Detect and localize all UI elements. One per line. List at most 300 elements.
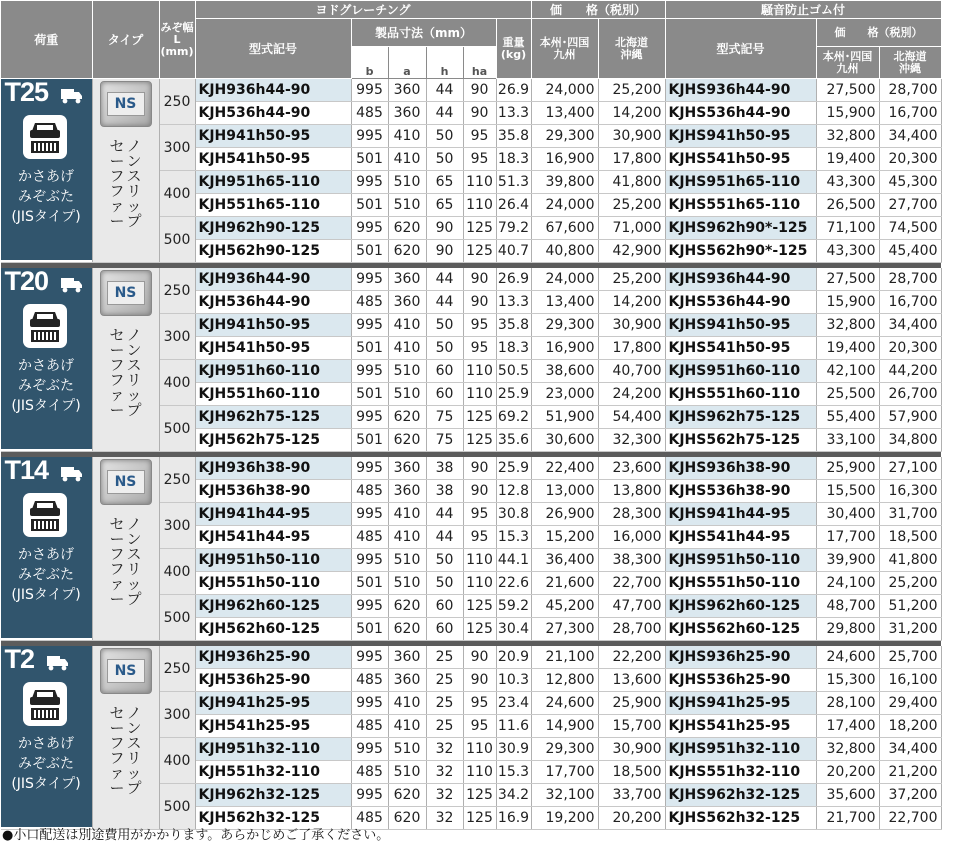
price-hokkaido: 17,800 bbox=[598, 148, 665, 171]
width-cell: 300 bbox=[159, 314, 195, 360]
noise-price-hokkaido: 45,300 bbox=[879, 171, 941, 194]
price-mainland: 17,700 bbox=[531, 761, 598, 784]
nonslip-icon bbox=[100, 648, 152, 694]
price-mainland: 67,600 bbox=[531, 217, 598, 240]
price-hokkaido: 24,200 bbox=[598, 383, 665, 406]
price-hokkaido: 17,800 bbox=[598, 337, 665, 360]
dim-a: 510 bbox=[388, 383, 426, 406]
load-description-line: (JISタイプ) bbox=[11, 398, 81, 414]
dim-ha: 110 bbox=[463, 761, 496, 784]
noise-price-hokkaido: 34,400 bbox=[879, 738, 941, 761]
price-hokkaido: 14,200 bbox=[598, 102, 665, 125]
model-code: KJH951h50-110 bbox=[195, 549, 351, 572]
noise-model-code: KJHS936h38-90 bbox=[665, 457, 816, 480]
model-code: KJH541h25-95 bbox=[195, 715, 351, 738]
price-hokkaido: 71,000 bbox=[598, 217, 665, 240]
load-class: T14 bbox=[4, 457, 49, 485]
dim-b: 501 bbox=[351, 148, 388, 171]
table-row bbox=[1, 79, 942, 102]
load-description-line: (JISタイプ) bbox=[11, 209, 81, 225]
load-description-line: みぞぶた bbox=[18, 756, 74, 772]
model-code: KJH562h32-125 bbox=[195, 807, 351, 830]
dim-a: 410 bbox=[388, 692, 426, 715]
noise-price-mainland: 19,400 bbox=[816, 148, 879, 171]
noise-model-code: KJHS541h50-95 bbox=[665, 337, 816, 360]
noise-price-hokkaido: 20,300 bbox=[879, 337, 941, 360]
dim-h: 90 bbox=[426, 240, 463, 263]
price-hokkaido: 25,900 bbox=[598, 692, 665, 715]
price-hokkaido: 42,900 bbox=[598, 240, 665, 263]
noise-model-code: KJHS562h60-125 bbox=[665, 618, 816, 641]
dim-a: 410 bbox=[388, 526, 426, 549]
dim-ha: 110 bbox=[463, 194, 496, 217]
noise-model-code: KJHS936h44-90 bbox=[665, 79, 816, 102]
load-description-line: かさあげ bbox=[18, 547, 74, 563]
dim-b: 995 bbox=[351, 217, 388, 240]
price-mainland: 39,800 bbox=[531, 171, 598, 194]
dim-a: 360 bbox=[388, 102, 426, 125]
noise-model-code: KJHS941h44-95 bbox=[665, 503, 816, 526]
dim-ha: 95 bbox=[463, 337, 496, 360]
price-hokkaido: 30,900 bbox=[598, 738, 665, 761]
price-mainland: 26,900 bbox=[531, 503, 598, 526]
dim-kg: 35.6 bbox=[496, 429, 531, 452]
noise-price-mainland: 15,900 bbox=[816, 102, 879, 125]
price-hokkaido: 30,900 bbox=[598, 125, 665, 148]
dim-kg: 30.4 bbox=[496, 618, 531, 641]
price-mainland: 15,200 bbox=[531, 526, 598, 549]
noise-model-code: KJHS541h25-95 bbox=[665, 715, 816, 738]
truck-icon bbox=[61, 88, 83, 104]
noise-price-hokkaido: 16,300 bbox=[879, 480, 941, 503]
dim-a: 510 bbox=[388, 194, 426, 217]
dim-h: 25 bbox=[426, 646, 463, 669]
dim-b: 501 bbox=[351, 194, 388, 217]
load-cell bbox=[1, 646, 93, 830]
dim-h: 25 bbox=[426, 669, 463, 692]
dim-kg: 26.9 bbox=[496, 268, 531, 291]
price-hokkaido: 18,500 bbox=[598, 761, 665, 784]
dim-ha: 95 bbox=[463, 503, 496, 526]
dim-kg: 51.3 bbox=[496, 171, 531, 194]
dim-b: 995 bbox=[351, 646, 388, 669]
dim-kg: 15.3 bbox=[496, 761, 531, 784]
price-mainland: 51,900 bbox=[531, 406, 598, 429]
dim-kg: 30.8 bbox=[496, 503, 531, 526]
width-cell: 300 bbox=[159, 125, 195, 171]
header-dim-a: a bbox=[388, 47, 426, 79]
header-noise-model: 型式記号 bbox=[665, 19, 816, 79]
dim-kg: 44.1 bbox=[496, 549, 531, 572]
price-mainland: 23,000 bbox=[531, 383, 598, 406]
price-mainland: 29,300 bbox=[531, 314, 598, 337]
noise-price-mainland: 35,600 bbox=[816, 784, 879, 807]
price-mainland: 16,900 bbox=[531, 337, 598, 360]
load-description-line: みぞぶた bbox=[18, 189, 74, 205]
header-noise-price: 価 格（税別） bbox=[816, 19, 941, 47]
noise-price-mainland: 17,400 bbox=[816, 715, 879, 738]
noise-price-hokkaido: 28,700 bbox=[879, 79, 941, 102]
dim-kg: 40.7 bbox=[496, 240, 531, 263]
noise-price-mainland: 43,300 bbox=[816, 171, 879, 194]
model-code: KJH562h60-125 bbox=[195, 618, 351, 641]
dim-ha: 95 bbox=[463, 692, 496, 715]
price-hokkaido: 33,700 bbox=[598, 784, 665, 807]
dim-kg: 26.9 bbox=[496, 79, 531, 102]
dim-kg: 69.2 bbox=[496, 406, 531, 429]
dim-a: 360 bbox=[388, 669, 426, 692]
price-mainland: 21,100 bbox=[531, 646, 598, 669]
price-mainland: 45,200 bbox=[531, 595, 598, 618]
price-hokkaido: 28,700 bbox=[598, 618, 665, 641]
noise-price-mainland: 21,700 bbox=[816, 807, 879, 830]
model-code: KJH536h38-90 bbox=[195, 480, 351, 503]
model-code: KJH936h25-90 bbox=[195, 646, 351, 669]
type-label-column: セ ー フ フ ァ ー bbox=[109, 137, 125, 230]
price-mainland: 21,600 bbox=[531, 572, 598, 595]
dim-b: 485 bbox=[351, 526, 388, 549]
dim-h: 44 bbox=[426, 79, 463, 102]
model-code: KJH941h25-95 bbox=[195, 692, 351, 715]
dim-b: 995 bbox=[351, 784, 388, 807]
noise-price-mainland: 32,800 bbox=[816, 738, 879, 761]
noise-model-code: KJHS936h44-90 bbox=[665, 268, 816, 291]
dim-h: 25 bbox=[426, 715, 463, 738]
noise-price-hokkaido: 34,800 bbox=[879, 429, 941, 452]
noise-price-hokkaido: 29,400 bbox=[879, 692, 941, 715]
noise-price-mainland: 24,100 bbox=[816, 572, 879, 595]
dim-h: 60 bbox=[426, 360, 463, 383]
dim-kg: 35.8 bbox=[496, 314, 531, 337]
dim-a: 620 bbox=[388, 429, 426, 452]
noise-price-mainland: 25,900 bbox=[816, 457, 879, 480]
width-cell: 300 bbox=[159, 692, 195, 738]
dim-h: 44 bbox=[426, 503, 463, 526]
dim-kg: 13.3 bbox=[496, 102, 531, 125]
dim-ha: 90 bbox=[463, 457, 496, 480]
model-code: KJH541h44-95 bbox=[195, 526, 351, 549]
noise-model-code: KJHS541h44-95 bbox=[665, 526, 816, 549]
dim-a: 620 bbox=[388, 595, 426, 618]
price-hokkaido: 25,200 bbox=[598, 268, 665, 291]
dim-a: 620 bbox=[388, 618, 426, 641]
load-badge bbox=[1, 268, 92, 449]
dim-kg: 13.3 bbox=[496, 291, 531, 314]
noise-price-mainland: 55,400 bbox=[816, 406, 879, 429]
price-mainland: 29,300 bbox=[531, 125, 598, 148]
header-type: タイプ bbox=[92, 1, 159, 79]
dim-b: 995 bbox=[351, 125, 388, 148]
nonslip-label: NS bbox=[107, 92, 145, 116]
noise-price-hokkaido: 20,300 bbox=[879, 148, 941, 171]
drain-cover-icon bbox=[23, 682, 67, 726]
dim-h: 75 bbox=[426, 406, 463, 429]
dim-ha: 125 bbox=[463, 784, 496, 807]
table-row bbox=[1, 646, 942, 669]
noise-model-code: KJHS551h65-110 bbox=[665, 194, 816, 217]
dim-b: 485 bbox=[351, 102, 388, 125]
truck-icon bbox=[61, 277, 83, 293]
load-description bbox=[3, 545, 90, 605]
load-description-line: かさあげ bbox=[18, 169, 74, 185]
load-badge bbox=[1, 79, 92, 260]
dim-kg: 50.5 bbox=[496, 360, 531, 383]
noise-price-mainland: 26,500 bbox=[816, 194, 879, 217]
dim-ha: 90 bbox=[463, 480, 496, 503]
model-code: KJH962h32-125 bbox=[195, 784, 351, 807]
dim-h: 44 bbox=[426, 291, 463, 314]
dim-b: 501 bbox=[351, 240, 388, 263]
noise-price-hokkaido: 16,700 bbox=[879, 102, 941, 125]
dim-h: 32 bbox=[426, 784, 463, 807]
dim-h: 38 bbox=[426, 480, 463, 503]
dim-ha: 90 bbox=[463, 102, 496, 125]
price-mainland: 24,000 bbox=[531, 194, 598, 217]
dim-a: 360 bbox=[388, 79, 426, 102]
load-description-line: みぞぶた bbox=[18, 567, 74, 583]
price-hokkaido: 28,300 bbox=[598, 503, 665, 526]
noise-model-code: KJHS962h32-125 bbox=[665, 784, 816, 807]
noise-price-hokkaido: 25,700 bbox=[879, 646, 941, 669]
price-mainland: 38,600 bbox=[531, 360, 598, 383]
model-code: KJH962h75-125 bbox=[195, 406, 351, 429]
truck-icon bbox=[47, 655, 69, 671]
dim-h: 25 bbox=[426, 692, 463, 715]
model-code: KJH536h25-90 bbox=[195, 669, 351, 692]
noise-model-code: KJHS962h75-125 bbox=[665, 406, 816, 429]
dim-b: 995 bbox=[351, 406, 388, 429]
price-mainland: 29,300 bbox=[531, 738, 598, 761]
nonslip-icon bbox=[100, 81, 152, 127]
noise-model-code: KJHS951h32-110 bbox=[665, 738, 816, 761]
dim-ha: 125 bbox=[463, 595, 496, 618]
nonslip-label: NS bbox=[107, 659, 145, 683]
noise-price-mainland: 15,500 bbox=[816, 480, 879, 503]
model-code: KJH936h44-90 bbox=[195, 268, 351, 291]
noise-price-hokkaido: 51,200 bbox=[879, 595, 941, 618]
noise-price-mainland: 39,900 bbox=[816, 549, 879, 572]
noise-model-code: KJHS951h50-110 bbox=[665, 549, 816, 572]
dim-h: 65 bbox=[426, 171, 463, 194]
dim-ha: 110 bbox=[463, 383, 496, 406]
dim-h: 44 bbox=[426, 526, 463, 549]
dim-b: 485 bbox=[351, 669, 388, 692]
model-code: KJH941h44-95 bbox=[195, 503, 351, 526]
model-code: KJH951h60-110 bbox=[195, 360, 351, 383]
price-mainland: 24,000 bbox=[531, 79, 598, 102]
type-label bbox=[93, 139, 159, 229]
model-code: KJH962h90-125 bbox=[195, 217, 351, 240]
load-class: T20 bbox=[4, 268, 49, 296]
noise-model-code: KJHS962h60-125 bbox=[665, 595, 816, 618]
price-mainland: 24,000 bbox=[531, 268, 598, 291]
noise-price-hokkaido: 25,200 bbox=[879, 572, 941, 595]
price-hokkaido: 23,600 bbox=[598, 457, 665, 480]
header-price-mainland: 本州･四国 九州 bbox=[531, 19, 598, 79]
noise-model-code: KJHS551h50-110 bbox=[665, 572, 816, 595]
dim-kg: 11.6 bbox=[496, 715, 531, 738]
load-badge bbox=[1, 646, 92, 827]
noise-price-hokkaido: 21,200 bbox=[879, 761, 941, 784]
header-price: 価 格（税別） bbox=[531, 1, 665, 19]
dim-kg: 34.2 bbox=[496, 784, 531, 807]
model-code: KJH936h38-90 bbox=[195, 457, 351, 480]
width-cell: 400 bbox=[159, 549, 195, 595]
noise-price-hokkaido: 34,400 bbox=[879, 314, 941, 337]
width-cell: 500 bbox=[159, 217, 195, 263]
dim-ha: 110 bbox=[463, 171, 496, 194]
noise-price-mainland: 15,900 bbox=[816, 291, 879, 314]
noise-model-code: KJHS941h50-95 bbox=[665, 125, 816, 148]
model-code: KJH551h65-110 bbox=[195, 194, 351, 217]
dim-h: 50 bbox=[426, 337, 463, 360]
noise-price-mainland: 48,700 bbox=[816, 595, 879, 618]
dim-b: 995 bbox=[351, 503, 388, 526]
dim-kg: 16.9 bbox=[496, 807, 531, 830]
type-label bbox=[93, 517, 159, 607]
width-cell: 400 bbox=[159, 360, 195, 406]
header-noise-price-mainland: 本州･四国 九州 bbox=[816, 47, 879, 79]
width-cell: 500 bbox=[159, 595, 195, 641]
noise-price-hokkaido: 18,200 bbox=[879, 715, 941, 738]
header-dim-ha: ha bbox=[463, 47, 496, 79]
header-dim-h: h bbox=[426, 47, 463, 79]
noise-price-mainland: 71,100 bbox=[816, 217, 879, 240]
price-mainland: 32,100 bbox=[531, 784, 598, 807]
dim-h: 44 bbox=[426, 268, 463, 291]
dim-b: 501 bbox=[351, 618, 388, 641]
dim-kg: 25.9 bbox=[496, 383, 531, 406]
header-price-hokkaido: 北海道 沖縄 bbox=[598, 19, 665, 79]
load-class: T25 bbox=[4, 78, 49, 107]
width-cell: 250 bbox=[159, 79, 195, 125]
load-description bbox=[3, 734, 90, 794]
dim-b: 485 bbox=[351, 291, 388, 314]
price-mainland: 16,900 bbox=[531, 148, 598, 171]
dim-h: 60 bbox=[426, 618, 463, 641]
price-hokkaido: 25,200 bbox=[598, 194, 665, 217]
noise-price-mainland: 25,500 bbox=[816, 383, 879, 406]
table-row bbox=[1, 457, 942, 480]
dim-kg: 12.8 bbox=[496, 480, 531, 503]
dim-a: 360 bbox=[388, 457, 426, 480]
price-mainland: 30,600 bbox=[531, 429, 598, 452]
dim-a: 360 bbox=[388, 646, 426, 669]
type-label-column: ノ ン ス リ ッ プ bbox=[126, 704, 142, 797]
nonslip-label: NS bbox=[107, 281, 145, 305]
width-cell: 500 bbox=[159, 406, 195, 452]
model-code: KJH541h50-95 bbox=[195, 148, 351, 171]
dim-h: 75 bbox=[426, 429, 463, 452]
dim-b: 995 bbox=[351, 268, 388, 291]
load-description-line: みぞぶた bbox=[18, 378, 74, 394]
dim-kg: 26.4 bbox=[496, 194, 531, 217]
price-hokkaido: 47,700 bbox=[598, 595, 665, 618]
model-code: KJH941h50-95 bbox=[195, 314, 351, 337]
dim-kg: 23.4 bbox=[496, 692, 531, 715]
noise-price-hokkaido: 22,700 bbox=[879, 807, 941, 830]
dim-h: 44 bbox=[426, 102, 463, 125]
width-cell: 300 bbox=[159, 503, 195, 549]
dim-ha: 90 bbox=[463, 646, 496, 669]
noise-price-mainland: 15,300 bbox=[816, 669, 879, 692]
dim-b: 995 bbox=[351, 171, 388, 194]
dim-kg: 18.3 bbox=[496, 148, 531, 171]
drain-cover-icon bbox=[23, 493, 67, 537]
dim-h: 50 bbox=[426, 549, 463, 572]
dim-a: 510 bbox=[388, 572, 426, 595]
noise-model-code: KJHS562h90*-125 bbox=[665, 240, 816, 263]
noise-model-code: KJHS951h65-110 bbox=[665, 171, 816, 194]
dim-ha: 95 bbox=[463, 526, 496, 549]
dim-ha: 95 bbox=[463, 148, 496, 171]
dim-b: 501 bbox=[351, 337, 388, 360]
noise-price-hokkaido: 31,200 bbox=[879, 618, 941, 641]
noise-model-code: KJHS936h25-90 bbox=[665, 646, 816, 669]
noise-price-hokkaido: 18,500 bbox=[879, 526, 941, 549]
dim-kg: 20.9 bbox=[496, 646, 531, 669]
noise-price-hokkaido: 45,400 bbox=[879, 240, 941, 263]
dim-h: 60 bbox=[426, 383, 463, 406]
dim-h: 50 bbox=[426, 572, 463, 595]
noise-price-mainland: 32,800 bbox=[816, 125, 879, 148]
dim-a: 510 bbox=[388, 761, 426, 784]
type-label-column: セ ー フ フ ァ ー bbox=[109, 515, 125, 608]
price-mainland: 12,800 bbox=[531, 669, 598, 692]
noise-model-code: KJHS941h25-95 bbox=[665, 692, 816, 715]
truck-icon bbox=[61, 466, 83, 482]
dim-ha: 90 bbox=[463, 79, 496, 102]
noise-model-code: KJHS562h75-125 bbox=[665, 429, 816, 452]
width-cell: 250 bbox=[159, 268, 195, 314]
noise-price-hokkaido: 26,700 bbox=[879, 383, 941, 406]
noise-model-code: KJHS536h44-90 bbox=[665, 291, 816, 314]
price-hokkaido: 25,200 bbox=[598, 79, 665, 102]
price-mainland: 36,400 bbox=[531, 549, 598, 572]
header-load: 荷重 bbox=[1, 1, 93, 79]
price-mainland: 40,800 bbox=[531, 240, 598, 263]
dim-a: 510 bbox=[388, 549, 426, 572]
noise-price-hokkaido: 41,800 bbox=[879, 549, 941, 572]
noise-price-mainland: 32,800 bbox=[816, 314, 879, 337]
dim-ha: 110 bbox=[463, 738, 496, 761]
noise-price-hokkaido: 28,700 bbox=[879, 268, 941, 291]
dim-ha: 95 bbox=[463, 314, 496, 337]
noise-model-code: KJHS951h60-110 bbox=[665, 360, 816, 383]
dim-b: 501 bbox=[351, 383, 388, 406]
dim-a: 510 bbox=[388, 360, 426, 383]
price-mainland: 27,300 bbox=[531, 618, 598, 641]
load-badge bbox=[1, 457, 92, 638]
noise-price-mainland: 27,500 bbox=[816, 268, 879, 291]
dim-h: 50 bbox=[426, 125, 463, 148]
dim-h: 32 bbox=[426, 807, 463, 830]
noise-price-mainland: 43,300 bbox=[816, 240, 879, 263]
model-code: KJH941h50-95 bbox=[195, 125, 351, 148]
nonslip-icon bbox=[100, 459, 152, 505]
noise-model-code: KJHS541h50-95 bbox=[665, 148, 816, 171]
model-code: KJH936h44-90 bbox=[195, 79, 351, 102]
price-mainland: 14,900 bbox=[531, 715, 598, 738]
dim-a: 620 bbox=[388, 784, 426, 807]
model-code: KJH551h32-110 bbox=[195, 761, 351, 784]
load-description-line: かさあげ bbox=[18, 358, 74, 374]
noise-model-code: KJHS941h50-95 bbox=[665, 314, 816, 337]
price-hokkaido: 22,700 bbox=[598, 572, 665, 595]
noise-price-hokkaido: 27,100 bbox=[879, 457, 941, 480]
dim-b: 995 bbox=[351, 360, 388, 383]
dim-b: 995 bbox=[351, 457, 388, 480]
